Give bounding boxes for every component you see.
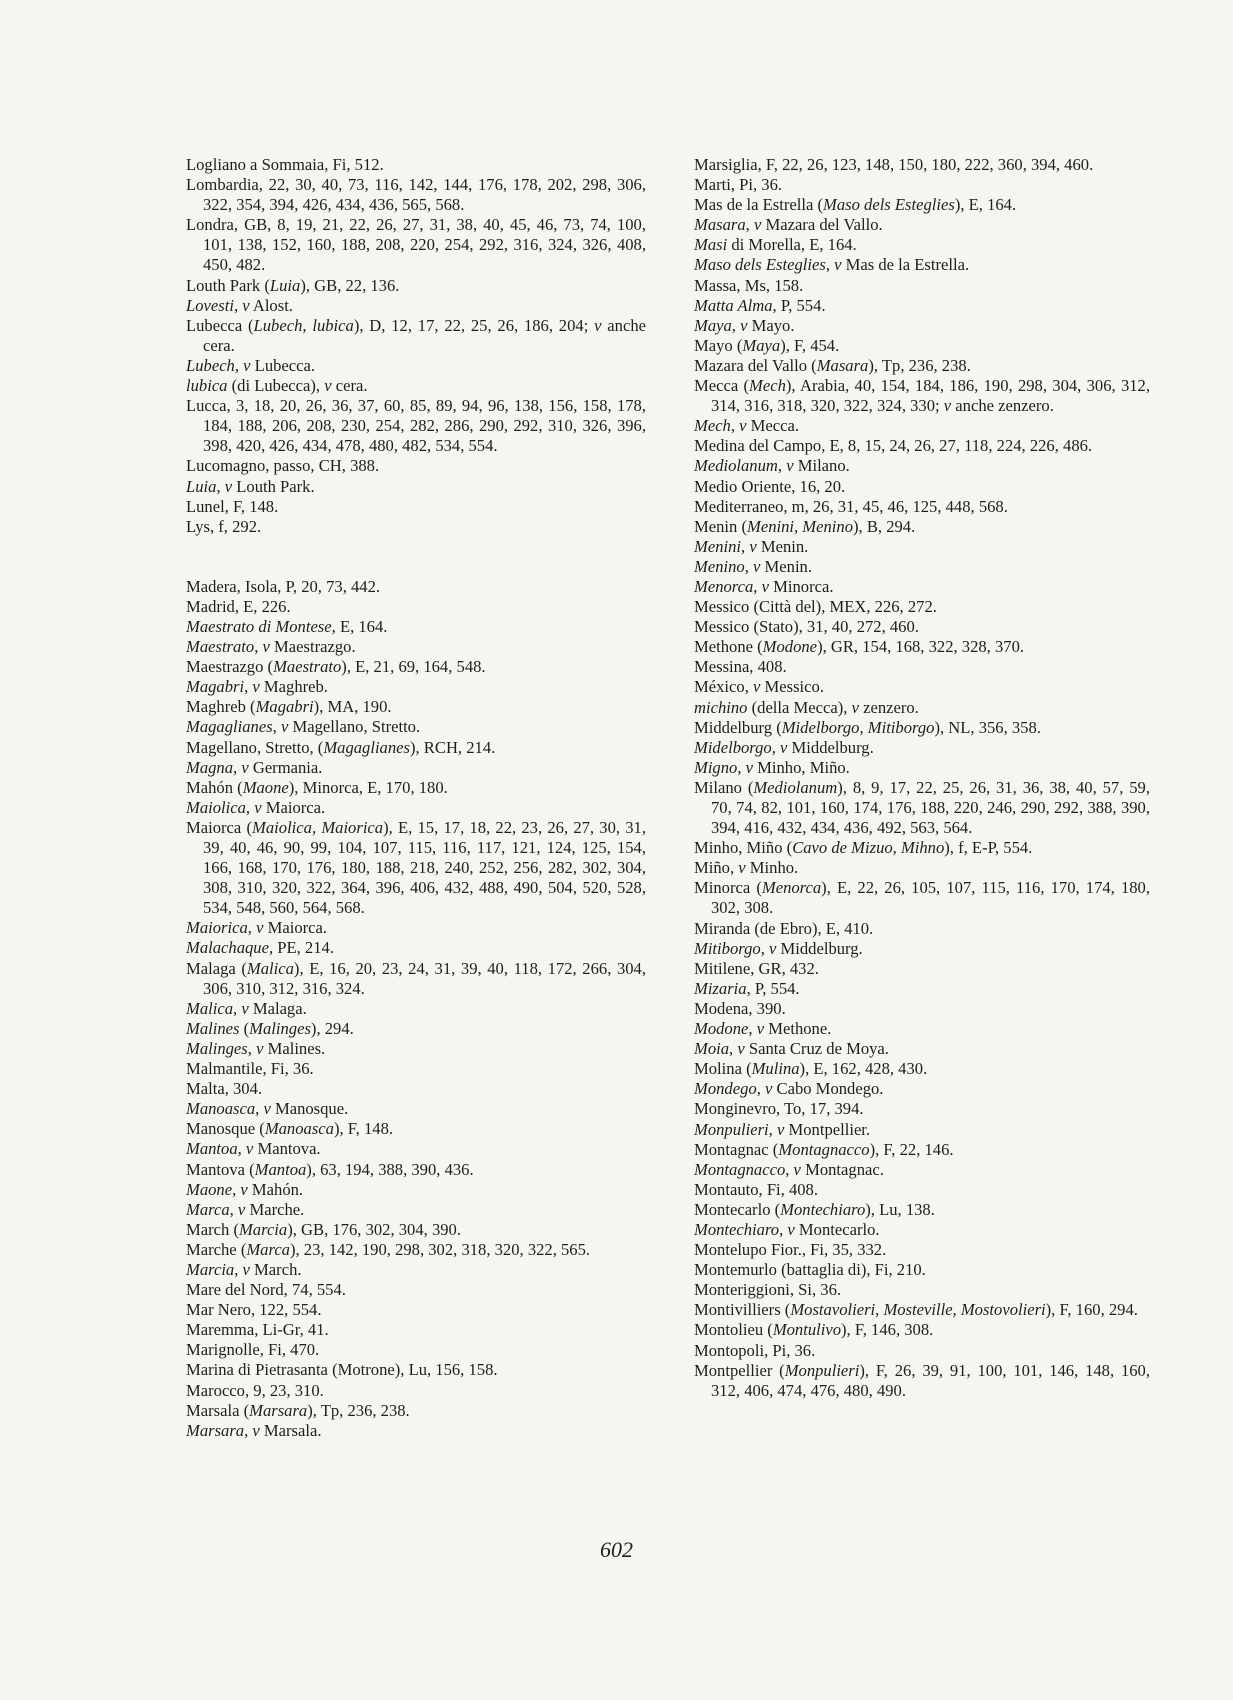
index-entry: Malines (Malinges), 294. [186,1018,354,1038]
index-entry: Montelupo Fior., Fi, 35, 332. [694,1240,887,1260]
index-entry: Marignolle, Fi, 470. [186,1340,320,1360]
index-entry: Logliano a Sommaia, Fi, 512. [186,155,384,174]
index-entry: Montechiaro, v Montecarlo. [694,1219,880,1239]
index-entry: Marca, v Marche. [186,1199,305,1219]
index-entry: Marsara, v Marsala. [186,1420,322,1440]
index-entry: Mantoa, v Mantova. [186,1139,321,1159]
index-entry: Maestrato, v Maestrazgo. [186,637,356,657]
index-entry: Messico (Stato), 31, 40, 272, 460. [694,617,919,637]
index-entry: Montivilliers (Mostavolieri, Mosteville, Mostovolieri), F, 160, 294. [694,1300,1138,1320]
index-entry: Monteriggioni, Si, 36. [694,1280,842,1300]
index-entry: Matta Alma, P, 554. [694,295,826,315]
index-entry: Montagnacco, v Montagnac. [694,1159,884,1179]
index-entry: Luia, v Louth Park. [186,476,315,496]
index-column-right [694,155,1150,1401]
index-entry: Lubecca (Lubech, lubica), D, 12, 17, 22, 25, 26, 186, 204; v anche cera. [186,315,646,355]
index-entry: Maestrazgo (Maestrato), E, 21, 69, 164, 548. [186,657,486,677]
index-entry: Mediolanum, v Milano. [694,456,850,476]
index-entry: Maya, v Mayo. [694,315,795,335]
index-entry: Miño, v Minho. [694,858,799,878]
index-entry: Magellano, Stretto, (Magaglianes), RCH, 214. [186,737,496,757]
index-entry: Manosque (Manoasca), F, 148. [186,1119,394,1139]
index-entry: Mech, v Mecca. [694,416,800,436]
index-entry: Menini, v Menin. [694,536,809,556]
index-entry: Marti, Pi, 36. [694,175,783,195]
index-entry: Massa, Ms, 158. [694,275,804,295]
index-entry: Messico (Città del), MEX, 226, 272. [694,597,937,617]
index-entry: Madrid, E, 226. [186,596,291,616]
index-entry: Maone, v Mahón. [186,1179,304,1199]
index-entry: Lubech, v Lubecca. [186,355,316,375]
index-entry: Montauto, Fi, 408. [694,1179,818,1199]
index-entry: Molina (Mulina), E, 162, 428, 430. [694,1059,928,1079]
index-entry: Madera, Isola, P, 20, 73, 442. [186,576,381,596]
index-entry: Lombardia, 22, 30, 40, 73, 116, 142, 144, 176, 178, 202, 298, 306, 322, 354, 394, 426, 434, 436, 565, 568. [186,175,646,215]
index-entry: Mitiborgo, v Middelburg. [694,938,863,958]
index-entry: Malinges, v Malines. [186,1038,326,1058]
index-entry: Mayo (Maya), F, 454. [694,335,840,355]
index-entry: Magaglianes, v Magellano, Stretto. [186,717,421,737]
index-entry: Magna, v Germania. [186,757,323,777]
index-entry: Minorca (Menorca), E, 22, 26, 105, 107, 115, 116, 170, 174, 180, 302, 308. [694,878,1150,918]
index-entry: Maiorca (Maiolica, Maiorica), E, 15, 17, 18, 22, 23, 26, 27, 30, 31, 39, 40, 46, 90, 99, 104, 107, 115, 116, 117, 121, 124, 125, 154, 166, 168, 170, 176, 180, 188, 218, 240, 252, 256, 282, 302, 304, 308, 310, 320, 322, 364, 396, 406, 432, 488, 490, 504, 520, 528, 534, 548, 560, 564, 568. [186,817,646,918]
index-entry: Miranda (de Ebro), E, 410. [694,918,874,938]
index-entry: Marocco, 9, 23, 310. [186,1380,324,1400]
index-entry: Minho, Miño (Cavo de Mizuo, Mihno), f, E-P, 554. [694,838,1033,858]
index-entry: Maso dels Esteglies, v Mas de la Estrella. [694,255,970,275]
index-entry: Manoasca, v Manosque. [186,1099,349,1119]
index-entry: Messina, 408. [694,657,787,677]
index-entry: Masi di Morella, E, 164. [694,235,857,255]
index-entry: Maiorica, v Maiorca. [186,918,328,938]
index-entry: Marsala (Marsara), Tp, 236, 238. [186,1400,410,1420]
index-entry: Montemurlo (battaglia di), Fi, 210. [694,1260,926,1280]
index-entry: Menino, v Menin. [694,556,812,576]
index-entry: Londra, GB, 8, 19, 21, 22, 26, 27, 31, 38, 40, 45, 46, 73, 74, 100, 101, 138, 152, 160, 188, 208, 220, 254, 292, 316, 324, 326, 408, 450, 482. [186,215,646,275]
index-entry: Migno, v Minho, Miño. [694,757,850,777]
index-entry: Marche (Marca), 23, 142, 190, 298, 302, 318, 320, 322, 565. [186,1239,591,1259]
index-entry: Malaga (Malica), E, 16, 20, 23, 24, 31, 39, 40, 118, 172, 266, 304, 306, 310, 312, 316, 324. [186,958,646,998]
index-entry: Medina del Campo, E, 8, 15, 24, 26, 27, 118, 224, 226, 486. [694,436,1093,456]
index-entry: March (Marcia), GB, 176, 302, 304, 390. [186,1219,461,1239]
index-entry: Montolieu (Montulivo), F, 146, 308. [694,1320,934,1340]
index-entry: Mar Nero, 122, 554. [186,1300,322,1320]
index-entry: Lys, f, 292. [186,516,262,536]
index-entry: Mitilene, GR, 432. [694,958,819,978]
index-entry: Lucca, 3, 18, 20, 26, 36, 37, 60, 85, 89, 94, 96, 138, 156, 158, 178, 184, 188, 206, 208, 230, 254, 282, 286, 290, 292, 310, 326, 396, 398, 420, 426, 434, 478, 480, 482, 534, 554. [186,396,646,456]
index-entry: Menin (Menini, Menino), B, 294. [694,516,916,536]
page-number: 602 [600,1537,633,1562]
index-entry: Malachaque, PE, 214. [186,938,334,958]
index-entry: Modena, 390. [694,998,786,1018]
index-entry: Marsiglia, F, 22, 26, 123, 148, 150, 180, 222, 360, 394, 460. [694,155,1094,174]
index-entry: Milano (Mediolanum), 8, 9, 17, 22, 25, 26, 31, 36, 38, 40, 57, 59, 70, 74, 82, 101, 160, 174, 176, 188, 220, 246, 290, 292, 388, 390, 394, 416, 432, 434, 436, 492, 563, 564. [694,777,1150,838]
index-entry: Medio Oriente, 16, 20. [694,476,846,496]
index-column-left [186,155,646,1441]
index-entry: Mahón (Maone), Minorca, E, 170, 180. [186,777,448,797]
index-entry: Moia, v Santa Cruz de Moya. [694,1039,889,1059]
index-entry: Menorca, v Minorca. [694,576,834,596]
index-entry: Lucomagno, passo, CH, 388. [186,456,380,476]
index-entry: Mas de la Estrella (Maso dels Esteglies), E, 164. [694,195,1017,215]
index-entry: lubica (di Lubecca), v cera. [186,376,368,396]
index-entry: Methone (Modone), GR, 154, 168, 322, 328, 370. [694,637,1025,657]
index-entry: Mantova (Mantoa), 63, 194, 388, 390, 436. [186,1159,474,1179]
index-entry: Middelburg (Midelborgo, Mitiborgo), NL, 356, 358. [694,717,1041,737]
index-entry: Marcia, v March. [186,1259,302,1279]
index-entry: Midelborgo, v Middelburg. [694,737,874,757]
index-entry: Mare del Nord, 74, 554. [186,1280,346,1300]
index-entry: Maestrato di Montese, E, 164. [186,616,388,636]
index-entry: Maremma, Li-Gr, 41. [186,1320,329,1340]
index-entry: Mondego, v Cabo Mondego. [694,1079,884,1099]
index-entry: Malta, 304. [186,1079,263,1099]
index-entry: Mazara del Vallo (Masara), Tp, 236, 238. [694,355,971,375]
index-entry: Masara, v Mazara del Vallo. [694,215,883,235]
index-entry: Marina di Pietrasanta (Motrone), Lu, 156, 158. [186,1360,498,1380]
index-entry: Montecarlo (Montechiaro), Lu, 138. [694,1199,935,1219]
index-entry: Louth Park (Luia), GB, 22, 136. [186,275,400,295]
index-entry: Maiolica, v Maiorca. [186,797,326,817]
index-entry: Monpulieri, v Montpellier. [694,1119,871,1139]
index-entry: michino (della Mecca), v zenzero. [694,697,919,717]
index-entry: México, v Messico. [694,677,824,697]
index-entry: Montagnac (Montagnacco), F, 22, 146. [694,1139,954,1159]
index-entry: Mecca (Mech), Arabia, 40, 154, 184, 186, 190, 298, 304, 306, 312, 314, 316, 318, 320, 322, 324, 330; v anche zenzero. [694,376,1151,416]
index-entry: Malmantile, Fi, 36. [186,1059,314,1079]
index-entry: Mediterraneo, m, 26, 31, 45, 46, 125, 448, 568. [694,496,1008,516]
index-entry: Lovesti, v Alost. [186,295,293,315]
index-entry: Magabri, v Maghreb. [186,677,328,697]
index-entry: Modone, v Methone. [694,1019,832,1039]
index-entry: Maghreb (Magabri), MA, 190. [186,697,392,717]
index-entry: Lunel, F, 148. [186,496,279,516]
index-entry: Montopoli, Pi, 36. [694,1340,816,1360]
index-entry: Malica, v Malaga. [186,998,307,1018]
index-entry: Montpellier (Monpulieri), F, 26, 39, 91, 100, 101, 146, 148, 160, 312, 406, 474, 476, 480, 490. [694,1360,1150,1400]
index-entry: Monginevro, To, 17, 394. [694,1099,864,1119]
index-entry: Mizaria, P, 554. [694,978,800,998]
